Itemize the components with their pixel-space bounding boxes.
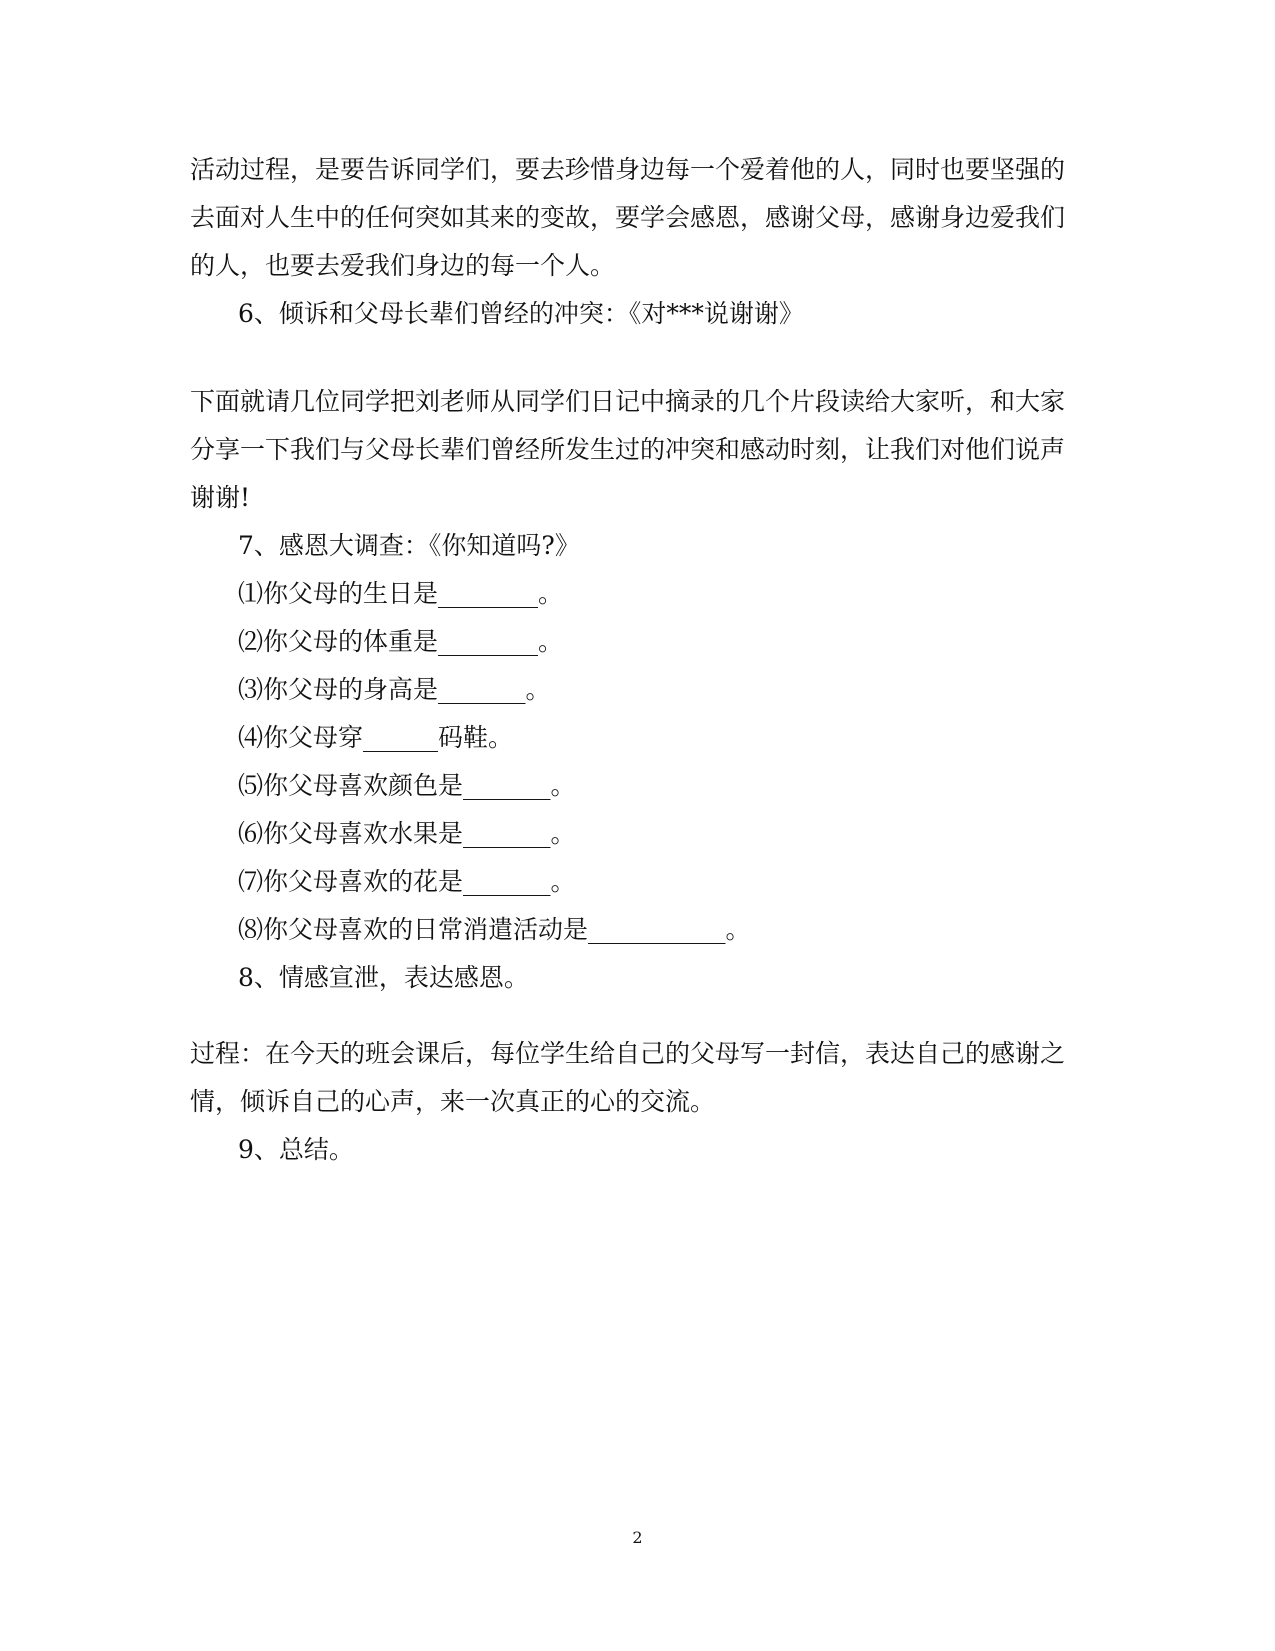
item-6-heading: [190, 290, 1070, 338]
item-9-heading: 9、总结。: [238, 1135, 354, 1164]
text-line: 谢谢!: [190, 483, 251, 512]
paragraph-reading: [190, 378, 1070, 522]
page-number: 2: [632, 1528, 643, 1547]
text-line: 情，倾诉自己的心声，来一次真正的心的交流。: [190, 1087, 716, 1116]
text-line: 过程：在今天的班会课后，每位学生给自己的父母写一封信，表达自己的感谢之: [190, 1039, 1066, 1068]
survey-section: [190, 522, 1070, 1002]
paragraph-activity-process: [190, 146, 1070, 290]
survey-question: ⑺你父母喜欢的花是_______。: [238, 867, 576, 896]
item-8-heading: 8、情感宣泄，表达感恩。: [238, 963, 529, 992]
survey-question: ⑹你父母喜欢水果是_______。: [238, 819, 576, 848]
text-line: 6、倾诉和父母长辈们曾经的冲突：《对***说谢谢》: [238, 299, 804, 328]
survey-question: ⑷你父母穿______码鞋。: [238, 723, 514, 752]
paragraph-letter-process: [190, 1030, 1070, 1174]
text-line: 分享一下我们与父母长辈们曾经所发生过的冲突和感动时刻，让我们对他们说声: [190, 435, 1066, 464]
item-7-heading: 7、感恩大调查：《你知道吗?》: [238, 531, 580, 560]
text-line: 去面对人生中的任何突如其来的变故，要学会感恩，感谢父母，感谢身边爱我们: [190, 203, 1066, 232]
survey-question: ⑻你父母喜欢的日常消遣活动是___________。: [238, 915, 751, 944]
survey-question: ⑵你父母的体重是________。: [238, 627, 564, 656]
text-line: 下面就请几位同学把刘老师从同学们日记中摘录的几个片段读给大家听，和大家: [190, 387, 1066, 416]
survey-question: ⑶你父母的身高是_______。: [238, 675, 551, 704]
text-line: 的人，也要去爱我们身边的每一个人。: [190, 251, 616, 280]
text-line: 活动过程，是要告诉同学们，要去珍惜身边每一个爱着他的人，同时也要坚强的: [190, 155, 1066, 184]
survey-question: ⑴你父母的生日是________。: [238, 579, 564, 608]
survey-question: ⑸你父母喜欢颜色是_______。: [238, 771, 576, 800]
